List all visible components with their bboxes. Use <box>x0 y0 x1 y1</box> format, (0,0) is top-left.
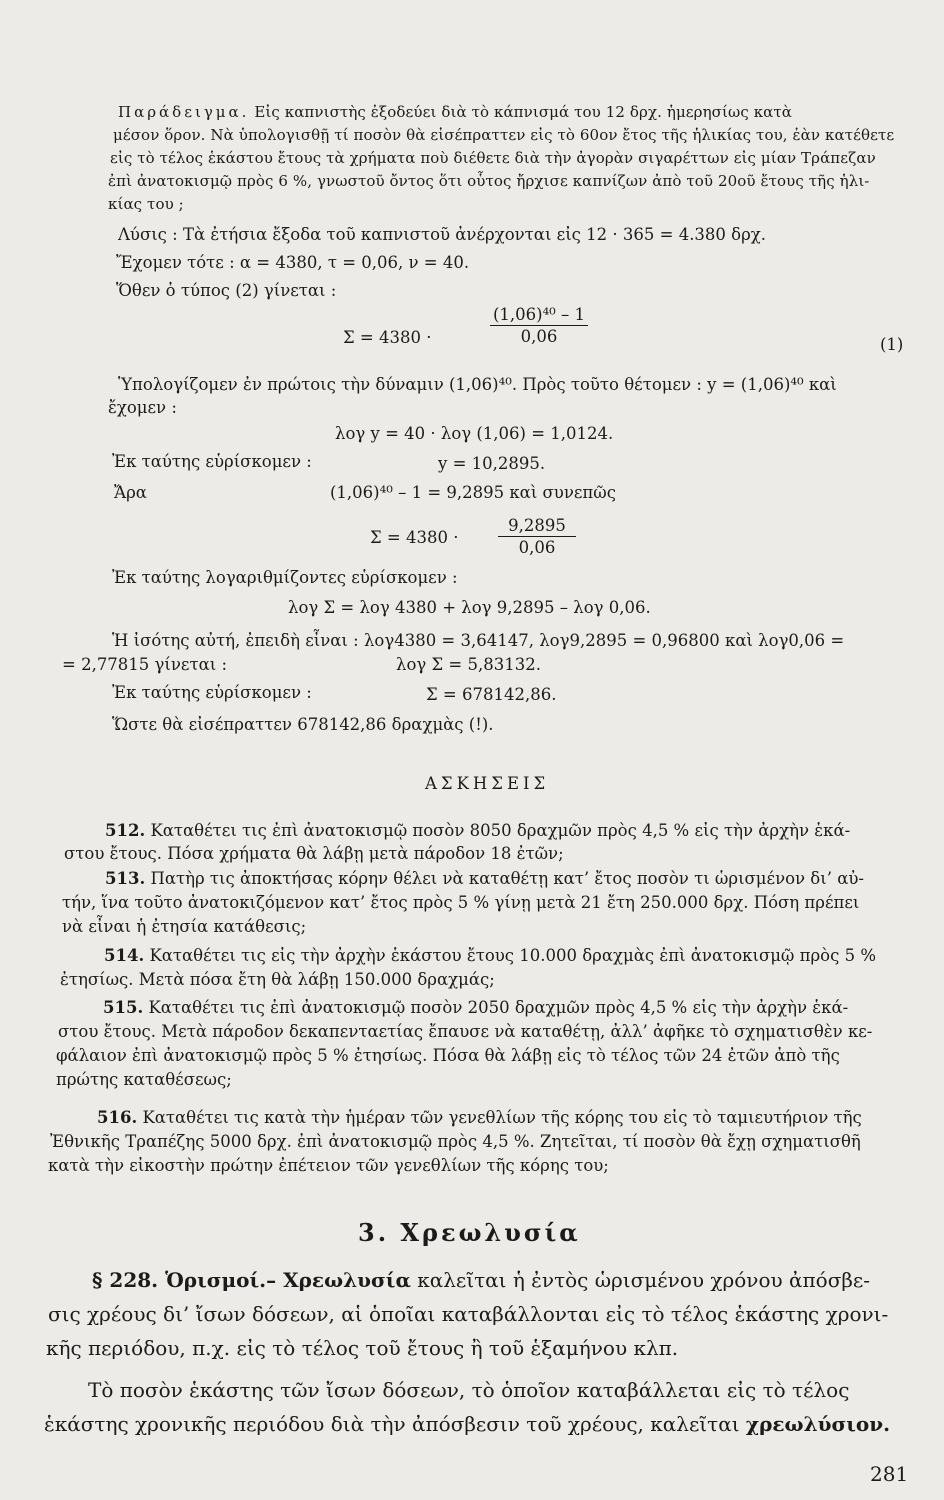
solution-line-13b: Σ = 678142,86. <box>426 685 557 704</box>
exercise-516-line-2: Ἐθνικῆς Τραπέζης 5000 δρχ. ἐπὶ ἀνατοκισμῷ πρὸς 4,5 %. Ζητεῖται, τί ποσὸν θὰ ἔχῃ σχηματισθῆ <box>50 1132 861 1151</box>
exercises-title: ΑΣΚΗΣΕΙΣ <box>425 774 550 793</box>
solution-line-3: Ὅθεν ὁ τύπος (2) γίνεται : <box>116 281 337 300</box>
exercise-515-line-4: πρώτης καταθέσεως; <box>56 1070 232 1089</box>
exercise-514-number: 514. <box>104 946 145 965</box>
definition-lead: § 228. Ὁρισμοί.– Χρεωλυσία <box>92 1268 411 1292</box>
formula-1-fraction <box>490 305 588 346</box>
exercise-515-line-3: φάλαιον ἐπὶ ἀνατοκισμῷ πρὸς 5 % ἐτησίως. Πόσα θὰ λάβῃ εἰς τὸ τέλος τῶν 24 ἐτῶν ἀπὸ τῆς <box>56 1046 840 1065</box>
solution-line-7a: Ἐκ ταύτης εὑρίσκομεν : <box>112 452 312 471</box>
exercise-512-line-1: 512. Καταθέτει τις ἐπὶ ἀνατοκισμῷ ποσὸν 8050 δραχμῶν πρὸς 4,5 % εἰς τὴν ἀρχὴν ἑκά- <box>105 821 851 840</box>
example-line-1: Παράδειγμα. Εἰς καπνιστὴς ἐξοδεύει διὰ τὸ κάπνισμά του 12 δρχ. ἡμερησίως κατὰ <box>118 103 793 121</box>
exercise-516-line-1: 516. Καταθέτει τις κατὰ τὴν ἡμέραν τῶν γενεθλίων τῆς κόρης του εἰς τὸ ταμιευτήριον τῆς <box>97 1108 862 1127</box>
example-line-3: εἰς τὸ τέλος ἑκάστου ἔτους τὰ χρήματα ποὺ διέθετε διὰ τὴν ἀγορὰν σιγαρέττων εἰς μίαν Τράπεζαν <box>110 149 876 167</box>
formula-1-prefix: Σ = 4380 · <box>343 328 432 347</box>
formula-1-tag: (1) <box>880 335 904 354</box>
section-heading: 3. Χρεωλυσία <box>358 1218 581 1247</box>
exercise-513-line-2: τήν, ἵνα τοῦτο ἀνατοκιζόμενον κατ’ ἔτος πρὸς 5 % γίνῃ μετὰ 21 ἔτη 250.000 δρχ. Πόση πρέπει <box>62 893 860 912</box>
exercise-515-number: 515. <box>103 998 144 1017</box>
solution-line-1: Λύσις : Τὰ ἐτήσια ἔξοδα τοῦ καπνιστοῦ ἀνέρχονται εἰς 12 · 365 = 4.380 δρχ. <box>118 225 767 244</box>
page-number: 281 <box>870 1462 909 1486</box>
exercise-513-line-1: 513. Πατὴρ τις ἀποκτήσας κόρην θέλει νὰ καταθέτῃ κατ’ ἔτος ποσὸν τι ὡρισμένον δι’ αὐ- <box>105 869 864 888</box>
example-line-5: κίας του ; <box>108 195 184 213</box>
solution-line-2: Ἔχομεν τότε : α = 4380, τ = 0,06, ν = 40. <box>116 253 470 272</box>
exercise-515-line-1: 515. Καταθέτει τις ἐπὶ ἀνατοκισμῷ ποσὸν 2050 δραχμῶν πρὸς 4,5 % εἰς τὴν ἀρχὴν ἑκά- <box>103 998 849 1017</box>
solution-line-12b: λογ Σ = 5,83132. <box>396 655 541 674</box>
solution-line-12a: = 2,77815 γίνεται : <box>62 655 227 674</box>
exercise-513-number: 513. <box>105 869 146 888</box>
formula-1-denominator: 0,06 <box>520 327 558 346</box>
exercise-515-line-2: στου ἔτους. Μετὰ πάροδον δεκαπενταετίας ἔπαυσε νὰ καταθέτῃ, ἀλλ’ ἀφῆκε τὸ σχηματισθὲν κε- <box>58 1022 873 1041</box>
exercise-513-line-3: νὰ εἶναι ἡ ἐτησία κατάθεσις; <box>62 917 307 936</box>
solution-line-5: ἔχομεν : <box>108 398 177 417</box>
formula-1-numerator: (1,06)⁴⁰ – 1 <box>490 305 588 326</box>
formula-2-fraction <box>498 516 576 557</box>
formula-2-prefix: Σ = 4380 · <box>370 528 459 547</box>
exercise-512-number: 512. <box>105 821 146 840</box>
definition-line-3: κῆς περιόδου, π.χ. εἰς τὸ τέλος τοῦ ἔτους ἢ τοῦ ἑξαμήνου κλπ. <box>46 1336 679 1360</box>
formula-2-denominator: 0,06 <box>518 538 556 557</box>
solution-line-13a: Ἐκ ταύτης εὑρίσκομεν : <box>112 683 312 702</box>
solution-line-4: Ὑπολογίζομεν ἐν πρώτοις τὴν δύναμιν (1,06)⁴⁰. Πρὸς τοῦτο θέτομεν : y = (1,06)⁴⁰ καὶ <box>118 375 837 394</box>
exercise-514-line-1: 514. Καταθέτει τις εἰς τὴν ἀρχὴν ἑκάστου ἔτους 10.000 δραχμὰς ἐπὶ ἀνατοκισμῷ πρὸς 5 % <box>104 946 877 965</box>
solution-line-8b: (1,06)⁴⁰ – 1 = 9,2895 καὶ συνεπῶς <box>330 483 616 502</box>
solution-line-7b: y = 10,2895. <box>438 454 546 473</box>
solution-line-11: Ἡ ἰσότης αὐτή, ἐπειδὴ εἶναι : λογ4380 = 3,64147, λογ9,2895 = 0,96800 καὶ λογ0,06 = <box>112 631 845 650</box>
solution-line-14: Ὥστε θὰ εἰσέπραττεν 678142,86 δραχμὰς (!). <box>112 715 494 734</box>
formula-2-numerator: 9,2895 <box>498 516 576 537</box>
definition-line-5: ἑκάστης χρονικῆς περιόδου διὰ τὴν ἀπόσβεσιν τοῦ χρέους, καλεῖται χρεωλύσιον. <box>44 1412 891 1436</box>
solution-line-9: Ἐκ ταύτης λογαριθμίζοντες εὑρίσκομεν : <box>112 568 458 587</box>
definition-line-1: § 228. Ὁρισμοί.– Χρεωλυσία καλεῖται ἡ ἐντὸς ὡρισμένου χρόνου ἀπόσβε- <box>92 1268 871 1292</box>
example-label: Παράδειγμα. <box>118 103 250 121</box>
definition-line-2: σις χρέους δι’ ἴσων δόσεων, αἱ ὁποῖαι καταβάλλονται εἰς τὸ τέλος ἑκάστης χρονι- <box>48 1302 889 1326</box>
exercise-512-line-2: στου ἔτους. Πόσα χρήματα θὰ λάβῃ μετὰ πάροδον 18 ἐτῶν; <box>64 844 564 863</box>
solution-line-6: λογ y = 40 · λογ (1,06) = 1,0124. <box>335 424 614 443</box>
example-line-2: μέσον ὅρον. Νὰ ὑπολογισθῇ τί ποσὸν θὰ εἰσέπραττεν εἰς τὸ 60ον ἔτος τῆς ἡλικίας του, ἐὰν κατέθετε <box>113 126 895 144</box>
exercise-514-line-2: ἐτησίως. Μετὰ πόσα ἔτη θὰ λάβῃ 150.000 δραχμάς; <box>60 970 495 989</box>
solution-line-8a: Ἄρα <box>114 483 147 502</box>
definition-line-4: Τὸ ποσὸν ἑκάστης τῶν ἴσων δόσεων, τὸ ὁποῖον καταβάλλεται εἰς τὸ τέλος <box>88 1378 850 1402</box>
exercise-516-number: 516. <box>97 1108 138 1127</box>
exercise-516-line-3: κατὰ τὴν εἰκοστὴν πρώτην ἐπέτειον τῶν γενεθλίων τῆς κόρης του; <box>48 1156 609 1175</box>
solution-line-10: λογ Σ = λογ 4380 + λογ 9,2895 – λογ 0,06. <box>288 598 651 617</box>
example-line-4: ἐπὶ ἀνατοκισμῷ πρὸς 6 %, γνωστοῦ ὄντος ὅτι οὗτος ἤρχισε καπνίζων ἀπὸ τοῦ 20οῦ ἔτους τῆς ἡλι- <box>108 172 870 190</box>
defined-term: χρεωλύσιον. <box>745 1412 891 1436</box>
